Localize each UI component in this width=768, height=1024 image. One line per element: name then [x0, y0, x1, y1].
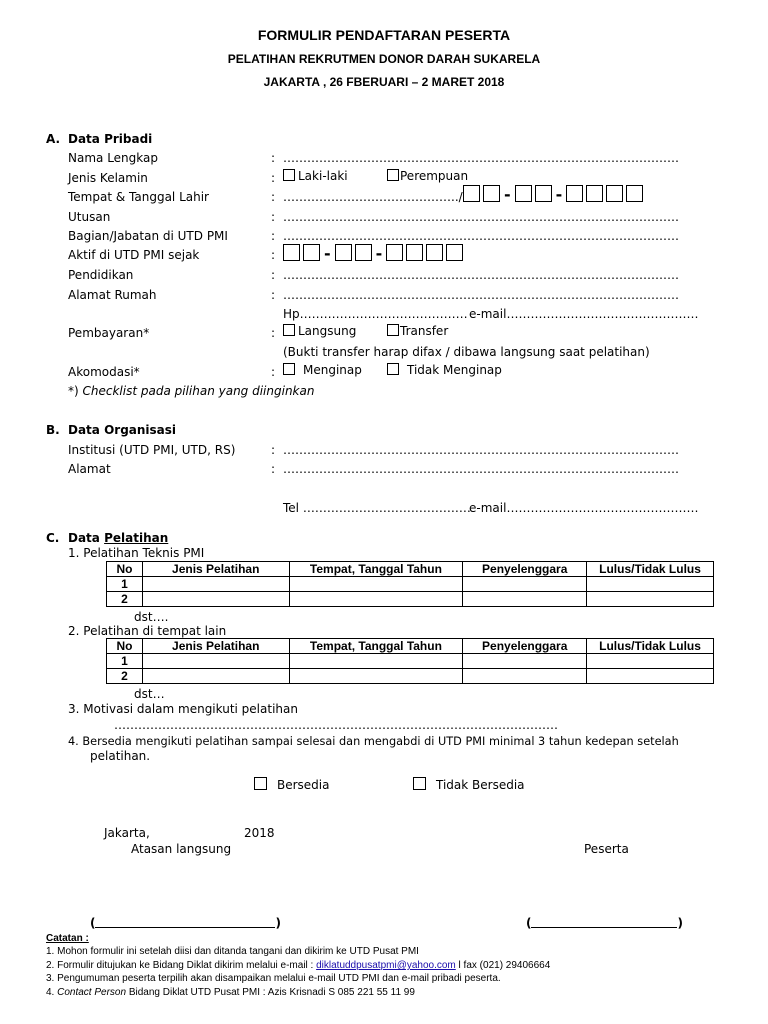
perempuan-option[interactable]: [387, 169, 468, 183]
bukti-transfer-note: (Bukti transfer harap difax / dibawa langsung saat pelatihan): [283, 345, 650, 359]
table-header-cell: No: [107, 639, 143, 654]
signature-year: 2018: [244, 826, 275, 840]
checkbox-transfer[interactable]: [387, 324, 399, 336]
row-number: 2: [107, 669, 143, 684]
utusan-input-line[interactable]: ………………………………………………………………………………………: [283, 210, 679, 224]
open-paren: (: [90, 916, 96, 930]
section-a-letter: A.: [46, 132, 61, 146]
tidak-bersedia-label: Tidak Bersedia: [436, 778, 525, 792]
laki-label: Laki-laki: [298, 169, 348, 183]
pendidikan-label: Pendidikan: [68, 268, 134, 282]
menginap-label: Menginap: [303, 363, 362, 377]
colon: :: [271, 326, 276, 340]
checkbox-tidak-bersedia[interactable]: [413, 777, 426, 790]
asterisk-note: *): [68, 384, 83, 398]
alamat-org-label: Alamat: [68, 462, 111, 476]
table-cell[interactable]: [587, 654, 714, 669]
org-email-label: e-mail: [469, 501, 507, 515]
aktif-label: Aktif di UTD PMI sejak: [68, 248, 200, 262]
note-4-number: 4.: [46, 987, 58, 998]
table-cell[interactable]: [463, 577, 587, 592]
checklist-note: [68, 384, 314, 398]
peserta-signature-line[interactable]: [526, 915, 683, 930]
transfer-option[interactable]: [387, 324, 448, 338]
colon: :: [271, 190, 276, 204]
aktif-date-boxes[interactable]: - -: [283, 244, 466, 263]
table-header-cell: Tempat, Tanggal Tahun: [289, 639, 463, 654]
colon: :: [271, 151, 276, 165]
section-c-heading-a: Data: [68, 531, 100, 545]
atasan-label: Atasan langsung: [131, 842, 232, 856]
akomodasi-label: Akomodasi*: [68, 365, 140, 379]
training-table-2: [106, 638, 714, 684]
pembayaran-label: Pembayaran*: [68, 326, 150, 340]
hp-input[interactable]: Hp……………………………………: [283, 307, 468, 321]
table-cell[interactable]: [587, 577, 714, 592]
note-2-text: 2. Formulir ditujukan ke Bidang Diklat dikirim melalui e-mail :: [46, 960, 317, 971]
alamat-rumah-label: Alamat Rumah: [68, 288, 157, 302]
alamat-rumah-input-line[interactable]: ………………………………………………………………………………………: [283, 288, 679, 302]
table-row: [107, 654, 714, 669]
dst-1: dst….: [134, 610, 169, 624]
row-number: 2: [107, 592, 143, 607]
table-cell[interactable]: [289, 654, 463, 669]
table-cell[interactable]: [289, 592, 463, 607]
open-paren: (: [526, 916, 532, 930]
perempuan-label: Perempuan: [400, 169, 469, 183]
bagian-label: Bagian/Jabatan di UTD PMI: [68, 229, 228, 243]
email-link[interactable]: diklatuddpusatpmi@yahoo.com: [316, 960, 456, 971]
hp-label: Hp: [283, 307, 300, 321]
note-4-text: Bidang Diklat UTD Pusat PMI : Azis Krisnadi S 085 221 55 11 99: [126, 987, 415, 998]
section-b-letter: B.: [46, 423, 60, 437]
table-cell[interactable]: [289, 577, 463, 592]
tel-input[interactable]: Tel ……………………………………: [283, 501, 471, 515]
section-a-heading: Data Pribadi: [68, 132, 153, 146]
email-label: e-mail: [469, 307, 507, 321]
section-c-heading: [68, 531, 168, 545]
item-1-label: 1. Pelatihan Teknis PMI: [68, 546, 205, 560]
tidak-menginap-label: Tidak Menginap: [407, 363, 502, 377]
item-2-label: 2. Pelatihan di tempat lain: [68, 624, 227, 638]
colon: :: [271, 462, 276, 476]
tidak-bersedia-option[interactable]: [413, 777, 525, 792]
jenis-kelamin-label: Jenis Kelamin: [68, 171, 148, 185]
colon: :: [271, 171, 276, 185]
checkbox-bersedia[interactable]: [254, 777, 267, 790]
tel-label: Tel: [283, 501, 300, 515]
table-cell[interactable]: [587, 669, 714, 684]
tanggal-lahir-boxes[interactable]: - -: [463, 185, 646, 204]
colon: :: [271, 288, 276, 302]
colon: :: [271, 268, 276, 282]
utusan-label: Utusan: [68, 210, 111, 224]
checkbox-langsung[interactable]: [283, 324, 295, 336]
contact-person-label: Contact Person: [57, 987, 127, 998]
note-3: 3. Pengumuman peserta terpilih akan disampaikan melalui e-mail UTD PMI dan e-mail pribadi peserta.: [46, 973, 501, 984]
tempat-lahir-input-line[interactable]: ……………………………………../: [283, 190, 463, 204]
table-header-cell: Jenis Pelatihan: [142, 639, 289, 654]
peserta-label: Peserta: [584, 842, 629, 856]
table-header-cell: No: [107, 562, 143, 577]
table-cell[interactable]: [463, 592, 587, 607]
checkbox-perempuan[interactable]: [387, 169, 399, 181]
nama-input-line[interactable]: ………………………………………………………………………………………: [283, 151, 679, 165]
signature-place: Jakarta,: [104, 826, 150, 840]
form-subtitle: PELATIHAN REKRUTMEN DONOR DARAH SUKARELA: [227, 52, 541, 66]
colon: :: [271, 229, 276, 243]
row-number: 1: [107, 577, 143, 592]
checklist-text: Checklist pada pilihan yang diinginkan: [82, 384, 315, 398]
org-email-input[interactable]: e-mail…………………………………………: [469, 501, 699, 515]
table-cell[interactable]: [142, 592, 289, 607]
section-b-heading: Data Organisasi: [68, 423, 177, 437]
table-header-cell: Penyelenggara: [463, 639, 587, 654]
atasan-signature-line[interactable]: [90, 915, 281, 930]
menginap-option[interactable]: [283, 363, 362, 377]
item-4-line-1: 4. Bersedia mengikuti pelatihan sampai selesai dan mengabdi di UTD PMI minimal 3 tahun kedepan setelah: [68, 735, 679, 748]
table-cell[interactable]: [142, 577, 289, 592]
table-row: [107, 577, 714, 592]
langsung-option[interactable]: [283, 324, 356, 338]
form-title: FORMULIR PENDAFTARAN PESERTA: [257, 27, 511, 43]
table-header-cell: Lulus/Tidak Lulus: [587, 639, 714, 654]
checkbox-menginap[interactable]: [283, 363, 295, 375]
nama-label: Nama Lengkap: [68, 151, 158, 165]
table-cell[interactable]: [587, 592, 714, 607]
table-header-cell: Jenis Pelatihan: [142, 562, 289, 577]
institusi-label: Institusi (UTD PMI, UTD, RS): [68, 443, 236, 457]
close-paren: ): [275, 916, 281, 930]
colon: :: [271, 443, 276, 457]
table-cell[interactable]: [142, 669, 289, 684]
email-input[interactable]: e-mail…………………………………………: [469, 307, 699, 321]
item-3-label: 3. Motivasi dalam mengikuti pelatihan: [68, 702, 298, 716]
checkbox-laki[interactable]: [283, 169, 295, 181]
note-2: [46, 960, 550, 971]
bersedia-option[interactable]: [254, 777, 330, 792]
table-cell[interactable]: [463, 654, 587, 669]
table-header-cell: Penyelenggara: [463, 562, 587, 577]
peserta-name-underline: [531, 915, 677, 928]
alamat-org-input-line[interactable]: ………………………………………………………………………………………: [283, 462, 679, 476]
table-row: [107, 592, 714, 607]
bersedia-label: Bersedia: [277, 778, 330, 792]
table-row: [107, 669, 714, 684]
section-c-letter: C.: [46, 531, 60, 545]
table-cell[interactable]: [463, 669, 587, 684]
table-cell[interactable]: [289, 669, 463, 684]
note-4: [46, 987, 415, 998]
close-paren: ): [677, 916, 683, 930]
form-date-line: JAKARTA , 26 FBERUARI – 2 MARET 2018: [263, 75, 505, 89]
table-header-cell: Lulus/Tidak Lulus: [587, 562, 714, 577]
ttl-label: Tempat & Tanggal Lahir: [68, 190, 209, 204]
atasan-name-underline: [95, 915, 275, 928]
motivasi-input-line[interactable]: …………………………………………………………………………………………………: [114, 718, 558, 732]
langsung-label: Langsung: [298, 324, 357, 338]
laki-option[interactable]: [283, 169, 348, 183]
training-table-1: [106, 561, 714, 607]
table-header-cell: Tempat, Tanggal Tahun: [289, 562, 463, 577]
section-c-heading-b: Pelatihan: [104, 531, 169, 545]
colon: :: [271, 210, 276, 224]
colon: :: [271, 248, 276, 262]
transfer-label: Transfer: [400, 324, 449, 338]
row-number: 1: [107, 654, 143, 669]
colon: :: [271, 365, 276, 379]
bagian-input-line[interactable]: ………………………………………………………………………………………: [283, 229, 679, 243]
institusi-input-line[interactable]: ………………………………………………………………………………………: [283, 443, 679, 457]
table-cell[interactable]: [142, 654, 289, 669]
note-2-fax: l fax (021) 29406664: [455, 960, 551, 971]
pendidikan-input-line[interactable]: ………………………………………………………………………………………: [283, 268, 679, 282]
tidak-menginap-option[interactable]: [387, 363, 502, 377]
dst-2: dst…: [134, 687, 165, 701]
note-1: 1. Mohon formulir ini setelah diisi dan ditanda tangani dan dikirim ke UTD Pusat PMI: [46, 946, 419, 957]
catatan-heading: Catatan :: [46, 933, 89, 944]
checkbox-tidak-menginap[interactable]: [387, 363, 399, 375]
item-4-line-2: pelatihan.: [90, 749, 151, 763]
